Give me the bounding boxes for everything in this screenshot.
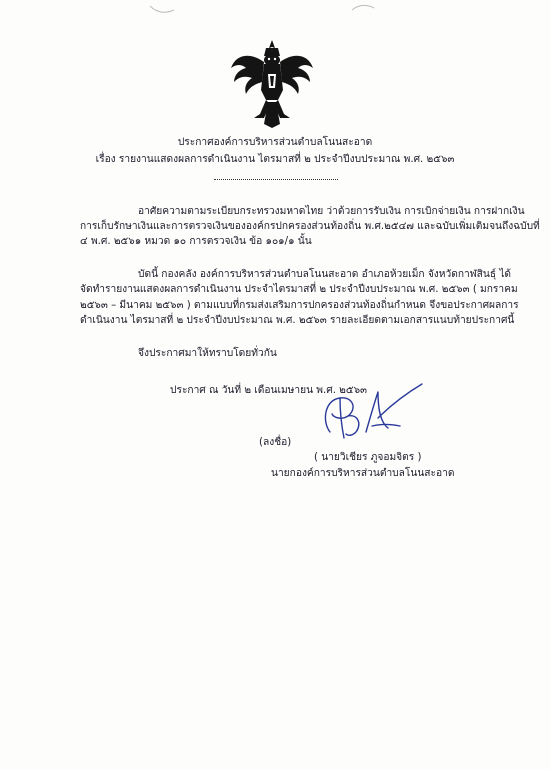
scan-mark-left <box>148 0 178 18</box>
paragraph2-line1: บัดนี้ กองคลัง องค์การบริหารส่วนตำบลโนนสะอาด อำเภอห้วยเม็ก จังหวัดกาฬสินธุ์ ได้ <box>138 269 512 280</box>
title-divider <box>214 179 338 180</box>
announce-line: จึงประกาศมาให้ทราบโดยทั่วกัน <box>138 348 277 359</box>
garuda-emblem-icon <box>228 38 316 130</box>
signed-label: (ลงชื่อ) <box>259 437 292 448</box>
handwritten-signature <box>318 378 434 450</box>
paragraph1-line3: ๔ พ.ศ. ๒๕๖๑ หมวด ๑๐ การตรวจเงิน ข้อ ๑๐๑/๑ นั้น <box>80 236 312 247</box>
date-line: ประกาศ ณ วันที่ ๒ เดือนเมษายน พ.ศ. ๒๕๖๓ <box>170 385 368 396</box>
scan-mark-right <box>348 0 378 18</box>
paragraph2-line3: ๒๕๖๓ – มีนาคม ๒๕๖๓ ) ตามแบบที่กรมส่งเสริมการปกครองส่วนท้องถิ่นกำหนด จึงขอประกาศผลการ <box>80 300 519 311</box>
announcement-title: ประกาศองค์การบริหารส่วนตำบลโนนสะอาด <box>177 137 373 148</box>
paragraph1-line1: อาศัยความตามระเบียบกระทรวงมหาดไทย ว่าด้วยการรับเงิน การเบิกจ่ายเงิน การฝากเงิน <box>138 206 525 217</box>
signatory-name: ( นายวิเชียร ภูจอมจิตร ) <box>314 452 422 463</box>
signatory-position: นายกองค์การบริหารส่วนตำบลโนนสะอาด <box>271 468 455 479</box>
paragraph2-line4: ดำเนินงาน ไตรมาสที่ ๒ ประจำปีงบประมาณ พ.ศ. ๒๕๖๓ รายละเอียดตามเอกสารแนบท้ายประกาศนี้ <box>80 315 515 326</box>
announcement-subject: เรื่อง รายงานแสดงผลการดำเนินงาน ไตรมาสที่ ๒ ประจำปีงบประมาณ พ.ศ. ๒๕๖๓ <box>95 154 455 165</box>
paragraph2-line2: จัดทำรายงานแสดงผลการดำเนินงาน ประจำไตรมาสที่ ๒ ประจำปีงบประมาณ พ.ศ. ๒๕๖๓ ( มกราคม <box>80 284 518 295</box>
paragraph1-line2: การเก็บรักษาเงินและการตรวจเงินขององค์กรปกครองส่วนท้องถิ่น พ.ศ.๒๕๔๗ และฉบับเพิ่มเติมจนถึงฉบับที่ <box>80 221 540 232</box>
